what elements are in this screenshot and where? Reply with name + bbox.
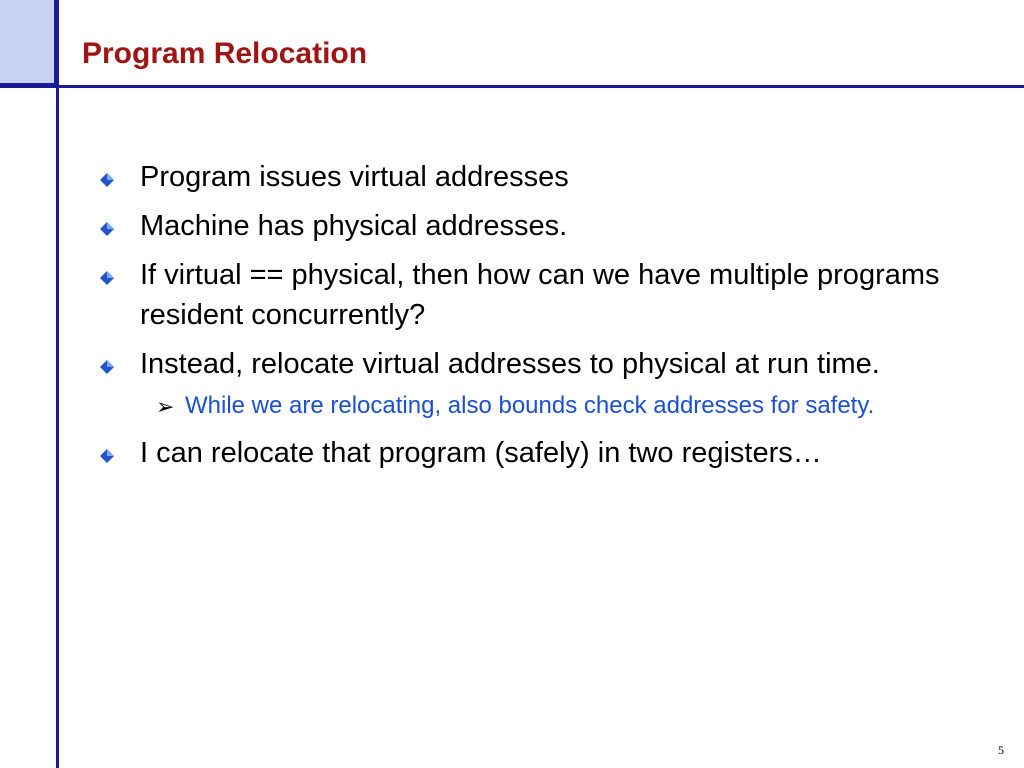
bullet-text: I can relocate that program (safely) in two registers… — [140, 437, 822, 469]
bullet-item — [100, 206, 980, 246]
bullet-item — [100, 433, 980, 473]
sub-bullet-text: While we are relocating, also bounds check addresses for safety. — [185, 392, 875, 419]
bullet-text: Program issues virtual addresses — [140, 161, 569, 193]
arrow-bullet-icon: ➢ — [156, 394, 175, 419]
bullet-item — [100, 157, 980, 197]
sub-bullet-item — [100, 389, 980, 423]
bullet-item — [100, 344, 980, 384]
diamond-bullet-icon — [100, 173, 114, 187]
slide-title: Program Relocation — [82, 37, 368, 70]
bullet-item — [100, 255, 980, 335]
diamond-bullet-icon — [100, 360, 114, 374]
diamond-bullet-icon — [100, 449, 114, 463]
vertical-rule — [56, 0, 59, 768]
horizontal-rule — [0, 85, 1024, 88]
diamond-bullet-icon — [100, 271, 114, 285]
bullet-text: Instead, relocate virtual addresses to physical at run time. — [140, 348, 880, 380]
bullet-list — [100, 157, 980, 482]
bullet-text: Machine has physical addresses. — [140, 210, 568, 242]
bullet-text: If virtual == physical, then how can we have multiple programs resident concurrently? — [140, 259, 940, 331]
corner-decoration — [0, 0, 57, 86]
diamond-bullet-icon — [100, 222, 114, 236]
page-number: 5 — [998, 743, 1004, 757]
